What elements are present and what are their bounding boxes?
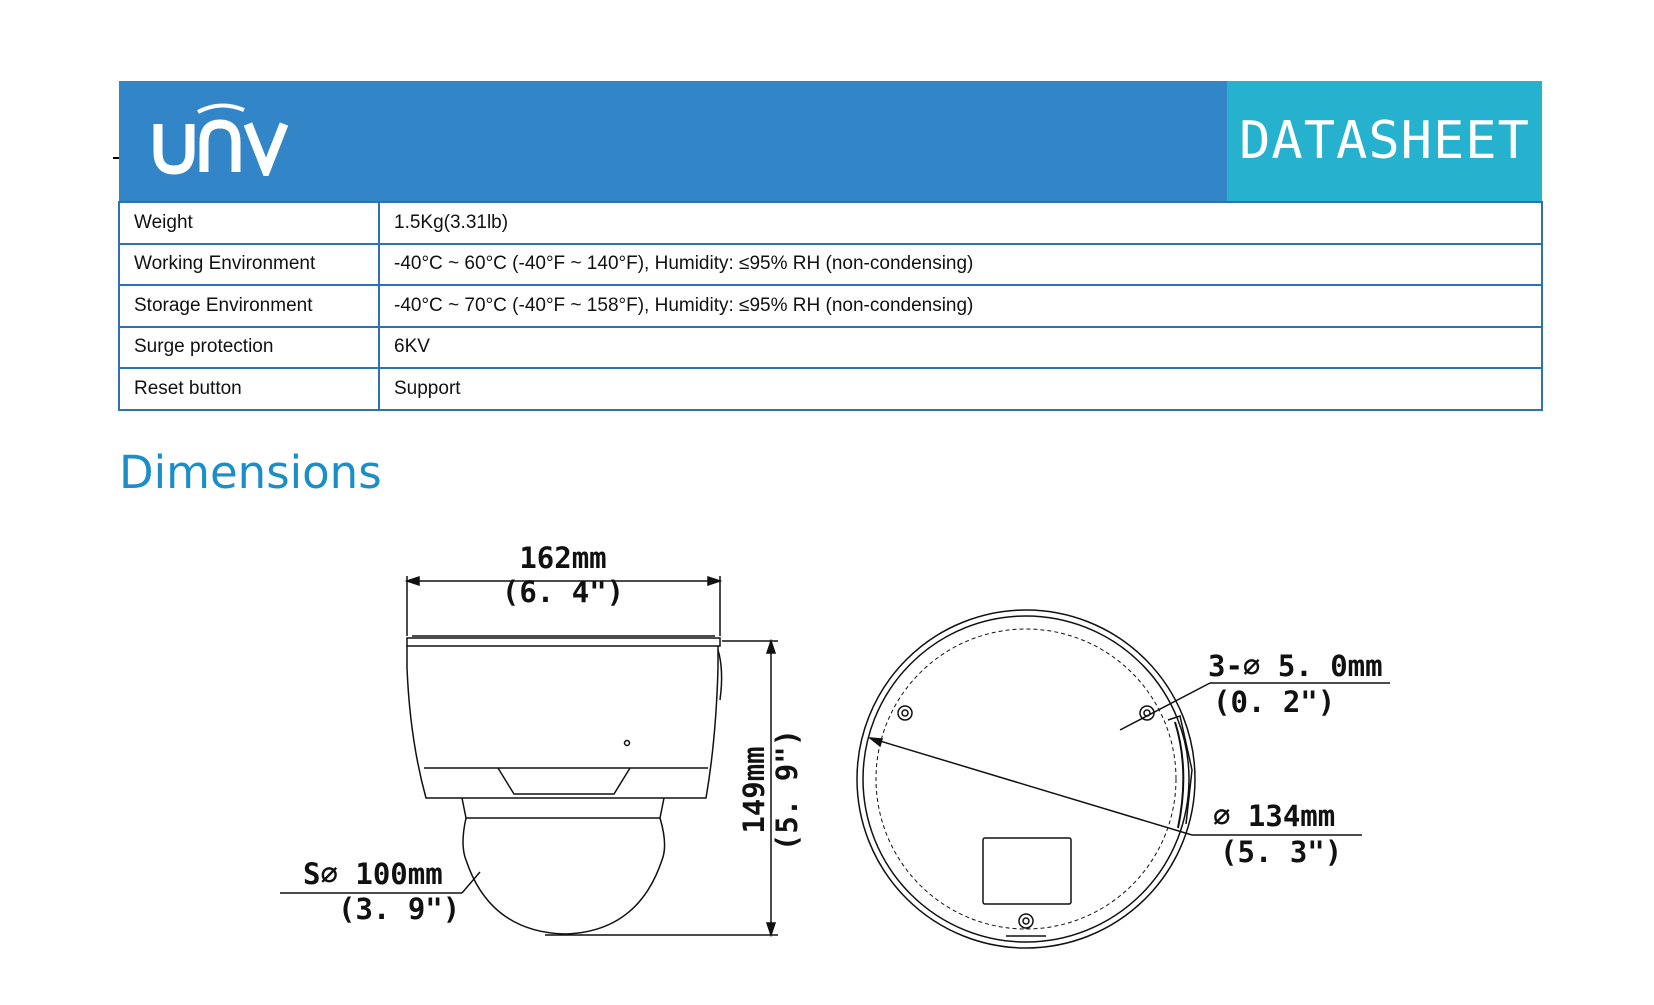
width-in-label: (6. 4") [501,575,625,609]
spec-label: Reset button [119,368,379,410]
hole-mm-label: 3-∅ 5. 0mm [1208,649,1383,683]
circle-in-label: (5. 3") [1220,835,1343,869]
spec-label: Storage Environment [119,285,379,327]
spec-value: 6KV [379,327,1542,369]
spec-label: Weight [119,202,379,244]
dome-mm-label: S∅ 100mm [303,857,443,891]
spec-label: Working Environment [119,244,379,286]
dome-in-label: (3. 9") [338,892,461,926]
height-in-label: (5. 9") [770,728,804,852]
spec-value: Support [379,368,1542,410]
spec-label: Surge protection [119,327,379,369]
section-title: Dimensions [119,446,382,499]
height-mm-label: 149mm [737,746,771,834]
spec-value: 1.5Kg(3.31lb) [379,202,1542,244]
circle-mm-label: ∅ 134mm [1213,799,1336,833]
spec-value: -40°C ~ 70°C (-40°F ~ 158°F), Humidity: ≤95% RH (non-condensing) [379,285,1542,327]
spec-value: -40°C ~ 60°C (-40°F ~ 140°F), Humidity: ≤95% RH (non-condensing) [379,244,1542,286]
hole-in-label: (0. 2") [1213,685,1336,719]
width-mm-label: 162mm [519,541,607,575]
datasheet-label: DATASHEET [1239,111,1530,171]
